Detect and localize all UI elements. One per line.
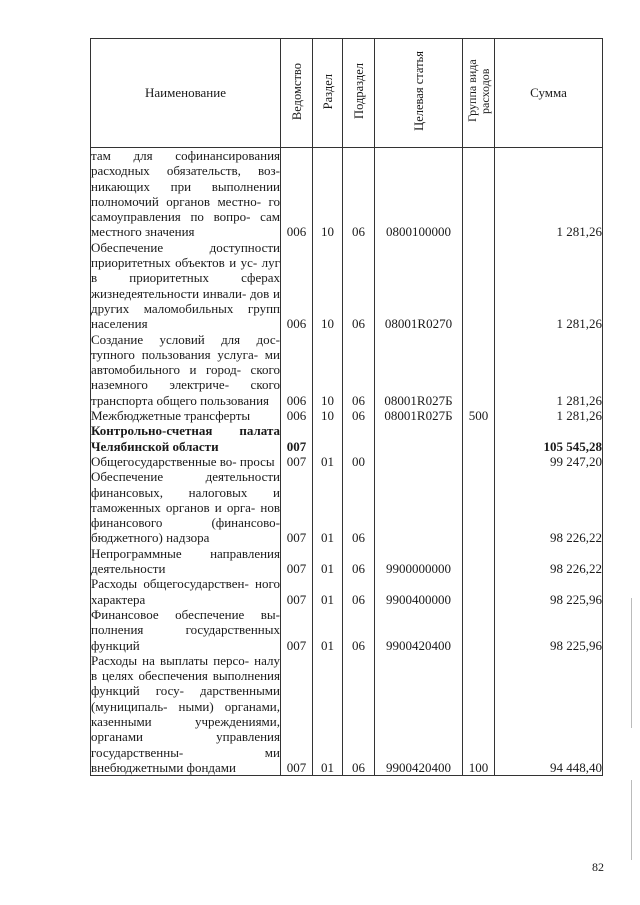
row-group: 500 [463, 408, 495, 423]
row-section: 01 [313, 607, 343, 653]
table-row [91, 469, 603, 545]
budget-table [90, 38, 603, 776]
scan-edge-line [631, 780, 632, 860]
row-group [463, 546, 495, 577]
header-target-label: Целевая статья [411, 51, 426, 132]
header-group [463, 39, 495, 148]
row-name: там для софинансирования расходных обязательств, воз- никающих при выполнении полномочий органов местно- го самоуправления по вопро- сам местного значения [91, 148, 280, 240]
row-section: 01 [313, 454, 343, 469]
table-row [91, 423, 603, 454]
row-dept: 007 [281, 423, 313, 454]
row-name: Расходы на выплаты персо- налу в целях обеспечения выполнения функций госу- дарственными (муниципаль- ными) органами, казенными учреждениями, органами управления государственны- ми внебюджетными фондами [91, 652, 280, 775]
row-target: 9900420400 [375, 607, 463, 653]
row-sum: 98 225,96 [495, 576, 603, 607]
row-section: 01 [313, 469, 343, 545]
table-row [91, 240, 603, 332]
row-subsection: 06 [343, 408, 375, 423]
row-sum: 1 281,26 [495, 332, 603, 408]
row-target: 08001R027Б [375, 332, 463, 408]
row-name: Межбюджетные трансферты [91, 408, 281, 423]
row-section: 10 [313, 240, 343, 332]
row-name: Обеспечение деятельности финансовых, налоговых и таможенных органов и орга- нов финансового (финансово- бюджетного) надзора [91, 469, 280, 546]
row-dept: 007 [281, 454, 313, 469]
row-subsection: 06 [343, 576, 375, 607]
row-name: Общегосударственные во- просы [91, 454, 281, 469]
row-sum: 105 545,28 [495, 423, 603, 454]
table-row [91, 607, 603, 653]
row-name: Обеспечение доступности приоритетных объектов и ус- луг в приоритетных сферах жизнедеятельности инвали- дов и других маломобильных групп населения [91, 239, 280, 332]
row-dept: 006 [281, 148, 313, 240]
header-subsection [343, 39, 375, 148]
row-subsection: 06 [343, 546, 375, 577]
row-dept: 007 [281, 469, 313, 545]
table-header [91, 39, 603, 148]
row-name: Контрольно-счетная палата Челябинской области [91, 423, 280, 454]
header-sum: Сумма [495, 39, 603, 148]
table-row [91, 454, 603, 469]
scan-edge-line [631, 598, 632, 728]
row-subsection: 06 [343, 240, 375, 332]
row-name: Расходы общегосударствен- ного характера [91, 576, 280, 607]
row-name: Создание условий для дос- тупного пользования услуга- ми автомобильного и город- ского наземного электриче- ского транспорта общего пользования [91, 331, 280, 408]
row-target [375, 469, 463, 545]
table-row [91, 332, 603, 408]
page-number: 82 [592, 860, 604, 874]
row-group [463, 148, 495, 240]
header-dept-label: Ведомство [289, 62, 304, 120]
row-subsection: 06 [343, 607, 375, 653]
row-group: 100 [463, 653, 495, 776]
table-row [91, 576, 603, 607]
row-name: Непрограммные направления деятельности [91, 545, 280, 577]
row-sum: 98 225,96 [495, 607, 603, 653]
row-target [375, 454, 463, 469]
table-row [91, 408, 603, 423]
row-dept: 006 [281, 332, 313, 408]
header-target [375, 39, 463, 148]
row-group [463, 607, 495, 653]
row-dept: 007 [281, 607, 313, 653]
row-group [463, 454, 495, 469]
row-target: 08001R0270 [375, 240, 463, 332]
row-dept: 006 [281, 408, 313, 423]
row-section [313, 423, 343, 454]
row-subsection: 06 [343, 469, 375, 545]
row-section: 10 [313, 408, 343, 423]
row-name: Финансовое обеспечение вы- полнения государственных функций [91, 606, 280, 653]
row-section: 01 [313, 576, 343, 607]
row-dept: 006 [281, 240, 313, 332]
row-sum: 1 281,26 [495, 408, 603, 423]
row-target: 08001R027Б [375, 408, 463, 423]
header-subsection-label: Подраздел [351, 63, 366, 120]
row-group [463, 423, 495, 454]
row-group [463, 469, 495, 545]
row-target: 9900420400 [375, 653, 463, 776]
row-section: 10 [313, 332, 343, 408]
row-section: 01 [313, 653, 343, 776]
row-group [463, 332, 495, 408]
row-sum: 99 247,20 [495, 454, 603, 469]
header-name: Наименование [91, 39, 281, 148]
row-target [375, 423, 463, 454]
row-sum: 1 281,26 [495, 240, 603, 332]
row-dept: 007 [281, 546, 313, 577]
header-section-label: Раздел [320, 73, 335, 110]
table-row [91, 653, 603, 776]
row-sum: 1 281,26 [495, 148, 603, 240]
header-section [313, 39, 343, 148]
row-section: 10 [313, 148, 343, 240]
row-subsection: 06 [343, 148, 375, 240]
row-group [463, 240, 495, 332]
row-section: 01 [313, 546, 343, 577]
header-group-label: Группа вида расходов [464, 59, 492, 123]
row-target: 0800100000 [375, 148, 463, 240]
table-row [91, 546, 603, 577]
row-target: 9900400000 [375, 576, 463, 607]
row-subsection [343, 423, 375, 454]
row-subsection: 06 [343, 332, 375, 408]
row-sum: 94 448,40 [495, 653, 603, 776]
row-sum: 98 226,22 [495, 546, 603, 577]
row-sum: 98 226,22 [495, 469, 603, 545]
row-group [463, 576, 495, 607]
row-subsection: 06 [343, 653, 375, 776]
header-dept [281, 39, 313, 148]
row-dept: 007 [281, 576, 313, 607]
row-dept: 007 [281, 653, 313, 776]
table-row [91, 148, 603, 240]
table-body [91, 148, 603, 776]
row-target: 9900000000 [375, 546, 463, 577]
row-subsection: 00 [343, 454, 375, 469]
